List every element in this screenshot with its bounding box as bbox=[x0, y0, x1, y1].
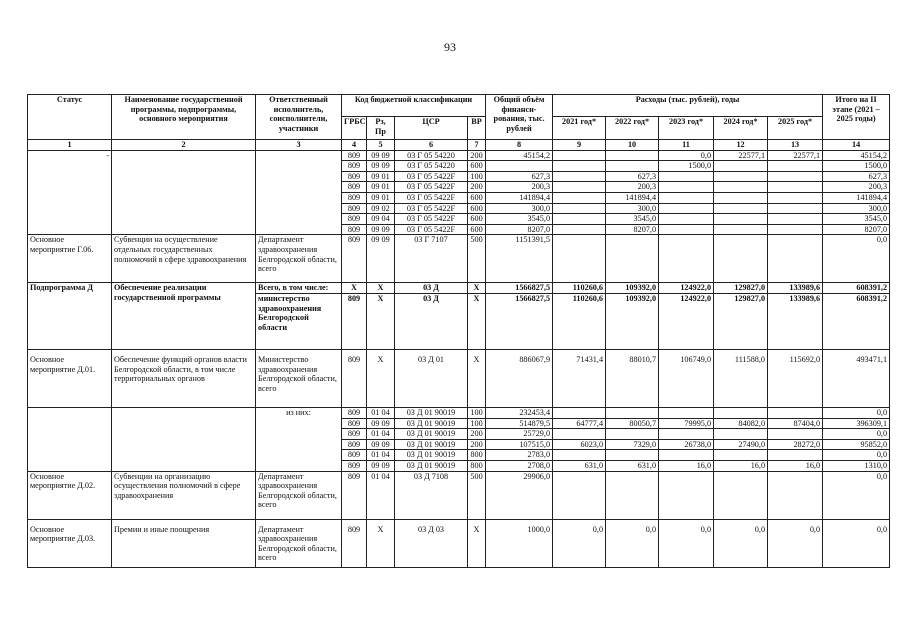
cell-stage-total: 0,0 bbox=[823, 450, 890, 461]
cell-2024 bbox=[714, 203, 768, 214]
row-responsible bbox=[256, 450, 342, 461]
header-2022: 2022 год* bbox=[606, 117, 659, 140]
cell-2022: 109392,0 bbox=[606, 293, 659, 349]
cell-2025: 28272,0 bbox=[768, 439, 823, 450]
cell-2023 bbox=[659, 203, 714, 214]
cell-2024 bbox=[714, 192, 768, 203]
cell-2023: 106749,0 bbox=[659, 349, 714, 407]
cell-2025 bbox=[768, 429, 823, 440]
cell-2024 bbox=[714, 450, 768, 461]
cell-2024 bbox=[714, 429, 768, 440]
cell-2023 bbox=[659, 450, 714, 461]
cell-2025 bbox=[768, 224, 823, 235]
cell-2022 bbox=[606, 161, 659, 172]
cell-csr: 03 Г 05 5422F bbox=[395, 214, 468, 225]
cell-stage-total: 608391,2 bbox=[823, 283, 890, 294]
col-num: 9 bbox=[553, 140, 606, 151]
cell-stage-total: 0,0 bbox=[823, 471, 890, 519]
cell-2021 bbox=[553, 203, 606, 214]
cell-2024 bbox=[714, 407, 768, 418]
row-status: Основное мероприятие Д.02. bbox=[28, 471, 112, 519]
cell-2024 bbox=[714, 182, 768, 193]
header-responsible: Ответственный исполнитель, соисполнители, участники bbox=[256, 95, 342, 140]
cell-2024: 129827,0 bbox=[714, 283, 768, 294]
cell-2025 bbox=[768, 450, 823, 461]
row-status: Основное мероприятие Г.06. bbox=[28, 235, 112, 283]
row-status: Подпрограмма Д bbox=[28, 283, 112, 350]
cell-stage-total: 0,0 bbox=[823, 429, 890, 440]
cell-stage-total: 300,0 bbox=[823, 203, 890, 214]
header-grbs: ГРБС bbox=[342, 117, 367, 140]
cell-vr: 800 bbox=[468, 450, 486, 461]
cell-total: 200,3 bbox=[486, 182, 553, 193]
row-responsible bbox=[256, 439, 342, 450]
column-number-row bbox=[28, 140, 890, 151]
row-name: Премии и иные поощрения bbox=[112, 519, 256, 567]
cell-2022: 8207,0 bbox=[606, 224, 659, 235]
cell-csr: 03 Д 03 bbox=[395, 519, 468, 567]
row-responsible bbox=[256, 418, 342, 429]
col-num: 11 bbox=[659, 140, 714, 151]
cell-2021: 71431,4 bbox=[553, 349, 606, 407]
header-2021: 2021 год* bbox=[553, 117, 606, 140]
col-num: 13 bbox=[768, 140, 823, 151]
cell-total: 627,3 bbox=[486, 171, 553, 182]
cell-2023: 79995,0 bbox=[659, 418, 714, 429]
cell-csr: 03 Г 05 5422F bbox=[395, 192, 468, 203]
cell-stage-total: 493471,1 bbox=[823, 349, 890, 407]
cell-2025: 133989,6 bbox=[768, 283, 823, 294]
cell-total: 1566827,5 bbox=[486, 283, 553, 294]
cell-2023 bbox=[659, 214, 714, 225]
table-row bbox=[28, 150, 890, 161]
cell-2021 bbox=[553, 182, 606, 193]
cell-rzpr: 09 02 bbox=[367, 203, 395, 214]
cell-2024: 84082,0 bbox=[714, 418, 768, 429]
cell-rzpr: 09 09 bbox=[367, 235, 395, 283]
cell-grbs: 809 bbox=[342, 150, 367, 161]
table-row bbox=[28, 471, 890, 519]
cell-stage-total: 627,3 bbox=[823, 171, 890, 182]
cell-2025 bbox=[768, 235, 823, 283]
cell-2023: 124922,0 bbox=[659, 283, 714, 294]
cell-2022: 88010,7 bbox=[606, 349, 659, 407]
cell-2023: 0,0 bbox=[659, 150, 714, 161]
row-responsible: Департамент здравоохранения Белгородской области, всего bbox=[256, 519, 342, 567]
cell-2025 bbox=[768, 407, 823, 418]
cell-vr: X bbox=[468, 349, 486, 407]
cell-2025 bbox=[768, 214, 823, 225]
header-2024: 2024 год* bbox=[714, 117, 768, 140]
table-row bbox=[28, 349, 890, 407]
cell-grbs: 809 bbox=[342, 235, 367, 283]
cell-grbs: 809 bbox=[342, 182, 367, 193]
cell-2022 bbox=[606, 235, 659, 283]
cell-stage-total: 1310,0 bbox=[823, 460, 890, 471]
cell-2021 bbox=[553, 224, 606, 235]
cell-stage-total: 3545,0 bbox=[823, 214, 890, 225]
col-num: 12 bbox=[714, 140, 768, 151]
cell-2024 bbox=[714, 224, 768, 235]
budget-table bbox=[27, 94, 890, 568]
cell-total: 3545,0 bbox=[486, 214, 553, 225]
cell-total: 2783,0 bbox=[486, 450, 553, 461]
cell-grbs: 809 bbox=[342, 171, 367, 182]
cell-2023 bbox=[659, 182, 714, 193]
table-row bbox=[28, 407, 890, 418]
row-responsible: Департамент здравоохранения Белгородской области, всего bbox=[256, 235, 342, 283]
cell-2023: 26738,0 bbox=[659, 439, 714, 450]
col-num: 5 bbox=[367, 140, 395, 151]
header-expenses: Расходы (тыс. рублей), годы bbox=[553, 95, 823, 117]
cell-stage-total: 608391,2 bbox=[823, 293, 890, 349]
cell-csr: 03 Г 7107 bbox=[395, 235, 468, 283]
cell-csr: 03 Д 7108 bbox=[395, 471, 468, 519]
cell-2021 bbox=[553, 171, 606, 182]
cell-stage-total: 95852,0 bbox=[823, 439, 890, 450]
header-budget-code: Код бюджетной классификации bbox=[342, 95, 486, 117]
cell-2022 bbox=[606, 407, 659, 418]
cell-2024: 16,0 bbox=[714, 460, 768, 471]
cell-total: 141894,4 bbox=[486, 192, 553, 203]
cell-stage-total: 8207,0 bbox=[823, 224, 890, 235]
row-status bbox=[28, 407, 112, 471]
header-csr: ЦСР bbox=[395, 117, 468, 140]
row-responsible: Всего, в том числе: bbox=[256, 283, 342, 294]
cell-rzpr: 09 09 bbox=[367, 460, 395, 471]
cell-vr: 500 bbox=[468, 471, 486, 519]
cell-2023 bbox=[659, 192, 714, 203]
cell-vr: 600 bbox=[468, 203, 486, 214]
cell-stage-total: 0,0 bbox=[823, 235, 890, 283]
cell-2021: 110260,6 bbox=[553, 283, 606, 294]
cell-csr: 03 Г 05 5422F bbox=[395, 182, 468, 193]
row-status: Основное мероприятие Д.03. bbox=[28, 519, 112, 567]
cell-2023 bbox=[659, 171, 714, 182]
header-stage-total: Итого на II этапе (2021 – 2025 годы) bbox=[823, 95, 890, 140]
cell-2023 bbox=[659, 224, 714, 235]
cell-total: 514879,5 bbox=[486, 418, 553, 429]
cell-2024 bbox=[714, 235, 768, 283]
cell-2021 bbox=[553, 407, 606, 418]
cell-grbs: 809 bbox=[342, 224, 367, 235]
cell-rzpr: 09 09 bbox=[367, 150, 395, 161]
cell-2024 bbox=[714, 214, 768, 225]
cell-rzpr: 09 09 bbox=[367, 439, 395, 450]
cell-csr: 03 Д 01 bbox=[395, 349, 468, 407]
table-row bbox=[28, 519, 890, 567]
cell-2025: 87404,0 bbox=[768, 418, 823, 429]
cell-vr: 200 bbox=[468, 182, 486, 193]
continuation-status: - bbox=[28, 150, 112, 235]
cell-2025 bbox=[768, 203, 823, 214]
row-name: Субвенции на организацию осуществления полномочий в сфере здравоохранения bbox=[112, 471, 256, 519]
cell-2022 bbox=[606, 150, 659, 161]
cell-rzpr: 09 01 bbox=[367, 182, 395, 193]
cell-rzpr: 09 09 bbox=[367, 224, 395, 235]
col-num: 6 bbox=[395, 140, 468, 151]
cell-stage-total: 396309,1 bbox=[823, 418, 890, 429]
cell-grbs: 809 bbox=[342, 460, 367, 471]
header-rzpr: Рз, Пр bbox=[367, 117, 395, 140]
cell-grbs: 809 bbox=[342, 293, 367, 349]
cell-csr: 03 Д 01 90019 bbox=[395, 450, 468, 461]
cell-2025 bbox=[768, 471, 823, 519]
cell-csr: 03 Д 01 90019 bbox=[395, 439, 468, 450]
cell-total: 232453,4 bbox=[486, 407, 553, 418]
header-total-volume: Общий объём финанси-рования, тыс. рублей bbox=[486, 95, 553, 140]
col-num: 2 bbox=[112, 140, 256, 151]
cell-vr: 200 bbox=[468, 439, 486, 450]
cell-vr: X bbox=[468, 293, 486, 349]
cell-2022: 3545,0 bbox=[606, 214, 659, 225]
cell-2022: 300,0 bbox=[606, 203, 659, 214]
row-name: Субвенции на осуществление отдельных государственных полномочий в сфере здравоохранения bbox=[112, 235, 256, 283]
cell-2022 bbox=[606, 429, 659, 440]
cell-total bbox=[486, 161, 553, 172]
cell-grbs: 809 bbox=[342, 214, 367, 225]
cell-2022: 0,0 bbox=[606, 519, 659, 567]
of-which-label: из них: bbox=[256, 407, 342, 418]
cell-2022: 200,3 bbox=[606, 182, 659, 193]
cell-grbs: X bbox=[342, 283, 367, 294]
cell-rzpr: 09 09 bbox=[367, 161, 395, 172]
cell-2021: 64777,4 bbox=[553, 418, 606, 429]
cell-rzpr: 01 04 bbox=[367, 471, 395, 519]
row-responsible bbox=[256, 460, 342, 471]
cell-2024 bbox=[714, 161, 768, 172]
header-vr: ВР bbox=[468, 117, 486, 140]
continuation-responsible bbox=[256, 150, 342, 235]
cell-total: 25729,0 bbox=[486, 429, 553, 440]
cell-csr: 03 Д 01 90019 bbox=[395, 418, 468, 429]
cell-csr: 03 Д bbox=[395, 293, 468, 349]
page-number: 93 bbox=[444, 40, 456, 54]
cell-vr: X bbox=[468, 283, 486, 294]
cell-stage-total: 141894,4 bbox=[823, 192, 890, 203]
cell-vr: 200 bbox=[468, 429, 486, 440]
col-num: 7 bbox=[468, 140, 486, 151]
cell-2023 bbox=[659, 407, 714, 418]
cell-2023 bbox=[659, 471, 714, 519]
cell-csr: 03 Д 01 90019 bbox=[395, 429, 468, 440]
cell-2022 bbox=[606, 471, 659, 519]
cell-2021 bbox=[553, 161, 606, 172]
cell-2024: 27490,0 bbox=[714, 439, 768, 450]
row-name: Обеспечение функций органов власти Белгородской области, в том числе территориальных органов bbox=[112, 349, 256, 407]
cell-grbs: 809 bbox=[342, 429, 367, 440]
cell-rzpr: 01 04 bbox=[367, 429, 395, 440]
cell-total: 45154,2 bbox=[486, 150, 553, 161]
col-num: 4 bbox=[342, 140, 367, 151]
cell-2023: 16,0 bbox=[659, 460, 714, 471]
cell-grbs: 809 bbox=[342, 439, 367, 450]
cell-grbs: 809 bbox=[342, 418, 367, 429]
row-responsible: Департамент здравоохранения Белгородской области, всего bbox=[256, 471, 342, 519]
cell-2025 bbox=[768, 171, 823, 182]
cell-rzpr: X bbox=[367, 349, 395, 407]
header-name: Наименование государственной программы, подпрограммы, основного мероприятия bbox=[112, 95, 256, 140]
cell-2021: 631,0 bbox=[553, 460, 606, 471]
cell-2022 bbox=[606, 450, 659, 461]
cell-2024 bbox=[714, 171, 768, 182]
table-row bbox=[28, 235, 890, 283]
row-responsible bbox=[256, 429, 342, 440]
header-row bbox=[28, 95, 890, 117]
cell-rzpr: 01 04 bbox=[367, 407, 395, 418]
cell-2024: 129827,0 bbox=[714, 293, 768, 349]
header-2023: 2023 год* bbox=[659, 117, 714, 140]
cell-2021: 110260,6 bbox=[553, 293, 606, 349]
continuation-name bbox=[112, 150, 256, 235]
cell-grbs: 809 bbox=[342, 407, 367, 418]
cell-2023: 1500,0 bbox=[659, 161, 714, 172]
cell-vr: 500 bbox=[468, 235, 486, 283]
cell-2022: 141894,4 bbox=[606, 192, 659, 203]
cell-2021 bbox=[553, 450, 606, 461]
col-num: 14 bbox=[823, 140, 890, 151]
cell-2021 bbox=[553, 429, 606, 440]
cell-2022: 631,0 bbox=[606, 460, 659, 471]
cell-vr: 200 bbox=[468, 150, 486, 161]
cell-vr: 600 bbox=[468, 214, 486, 225]
row-name bbox=[112, 407, 256, 471]
cell-2021 bbox=[553, 192, 606, 203]
row-status: Основное мероприятие Д.01. bbox=[28, 349, 112, 407]
cell-2021 bbox=[553, 214, 606, 225]
cell-total: 107515,0 bbox=[486, 439, 553, 450]
col-num: 3 bbox=[256, 140, 342, 151]
cell-2024 bbox=[714, 471, 768, 519]
cell-2023 bbox=[659, 235, 714, 283]
cell-grbs: 809 bbox=[342, 349, 367, 407]
cell-vr: 600 bbox=[468, 224, 486, 235]
cell-rzpr: 09 01 bbox=[367, 192, 395, 203]
cell-2022: 7329,0 bbox=[606, 439, 659, 450]
cell-stage-total: 45154,2 bbox=[823, 150, 890, 161]
cell-rzpr: 09 04 bbox=[367, 214, 395, 225]
cell-total: 29906,0 bbox=[486, 471, 553, 519]
col-num: 10 bbox=[606, 140, 659, 151]
cell-2025: 16,0 bbox=[768, 460, 823, 471]
cell-total: 2708,0 bbox=[486, 460, 553, 471]
row-name: Обеспечение реализации государственной программы bbox=[112, 283, 256, 350]
cell-rzpr: X bbox=[367, 519, 395, 567]
cell-2021 bbox=[553, 235, 606, 283]
cell-rzpr: 09 09 bbox=[367, 418, 395, 429]
cell-rzpr: 01 04 bbox=[367, 450, 395, 461]
cell-rzpr: X bbox=[367, 293, 395, 349]
cell-2025 bbox=[768, 192, 823, 203]
cell-grbs: 809 bbox=[342, 203, 367, 214]
cell-csr: 03 Г 05 54220 bbox=[395, 161, 468, 172]
cell-2021: 0,0 bbox=[553, 519, 606, 567]
cell-total: 1000,0 bbox=[486, 519, 553, 567]
header-status: Статус bbox=[28, 95, 112, 140]
cell-grbs: 809 bbox=[342, 450, 367, 461]
cell-grbs: 809 bbox=[342, 161, 367, 172]
cell-total: 886067,9 bbox=[486, 349, 553, 407]
cell-2025: 115692,0 bbox=[768, 349, 823, 407]
cell-vr: 600 bbox=[468, 192, 486, 203]
header-2025: 2025 год* bbox=[768, 117, 823, 140]
cell-stage-total: 200,3 bbox=[823, 182, 890, 193]
col-num: 1 bbox=[28, 140, 112, 151]
cell-csr: 03 Г 05 5422F bbox=[395, 203, 468, 214]
cell-csr: 03 Г 05 5422F bbox=[395, 224, 468, 235]
cell-csr: 03 Д bbox=[395, 283, 468, 294]
cell-vr: 800 bbox=[468, 460, 486, 471]
cell-2022: 109392,0 bbox=[606, 283, 659, 294]
cell-2025 bbox=[768, 182, 823, 193]
cell-rzpr: 09 01 bbox=[367, 171, 395, 182]
cell-csr: 03 Д 01 90019 bbox=[395, 460, 468, 471]
row-responsible: министерство здравоохранения Белгородской области bbox=[256, 293, 342, 349]
cell-csr: 03 Г 05 5422F bbox=[395, 171, 468, 182]
cell-2022: 80050,7 bbox=[606, 418, 659, 429]
cell-2025: 22577,1 bbox=[768, 150, 823, 161]
row-responsible: Министерство здравоохранения Белгородской области, всего bbox=[256, 349, 342, 407]
cell-total: 300,0 bbox=[486, 203, 553, 214]
cell-grbs: 809 bbox=[342, 192, 367, 203]
cell-vr: X bbox=[468, 519, 486, 567]
cell-vr: 100 bbox=[468, 171, 486, 182]
cell-grbs: 809 bbox=[342, 519, 367, 567]
col-num: 8 bbox=[486, 140, 553, 151]
cell-2021 bbox=[553, 150, 606, 161]
cell-2025: 133989,6 bbox=[768, 293, 823, 349]
cell-stage-total: 0,0 bbox=[823, 407, 890, 418]
cell-total: 1566827,5 bbox=[486, 293, 553, 349]
cell-2023: 124922,0 bbox=[659, 293, 714, 349]
cell-2023 bbox=[659, 429, 714, 440]
cell-2024: 22577,1 bbox=[714, 150, 768, 161]
cell-vr: 600 bbox=[468, 161, 486, 172]
cell-2021: 6023,0 bbox=[553, 439, 606, 450]
cell-stage-total: 1500,0 bbox=[823, 161, 890, 172]
cell-vr: 100 bbox=[468, 418, 486, 429]
cell-csr: 03 Г 05 54220 bbox=[395, 150, 468, 161]
cell-2021 bbox=[553, 471, 606, 519]
table-row bbox=[28, 283, 890, 294]
cell-vr: 100 bbox=[468, 407, 486, 418]
cell-total: 8207,0 bbox=[486, 224, 553, 235]
cell-stage-total: 0,0 bbox=[823, 519, 890, 567]
cell-2025 bbox=[768, 161, 823, 172]
cell-2024: 0,0 bbox=[714, 519, 768, 567]
cell-grbs: 809 bbox=[342, 471, 367, 519]
cell-2022: 627,3 bbox=[606, 171, 659, 182]
cell-csr: 03 Д 01 90019 bbox=[395, 407, 468, 418]
cell-rzpr: X bbox=[367, 283, 395, 294]
cell-2023: 0,0 bbox=[659, 519, 714, 567]
cell-2024: 111588,0 bbox=[714, 349, 768, 407]
cell-total: 1151391,5 bbox=[486, 235, 553, 283]
cell-2025: 0,0 bbox=[768, 519, 823, 567]
